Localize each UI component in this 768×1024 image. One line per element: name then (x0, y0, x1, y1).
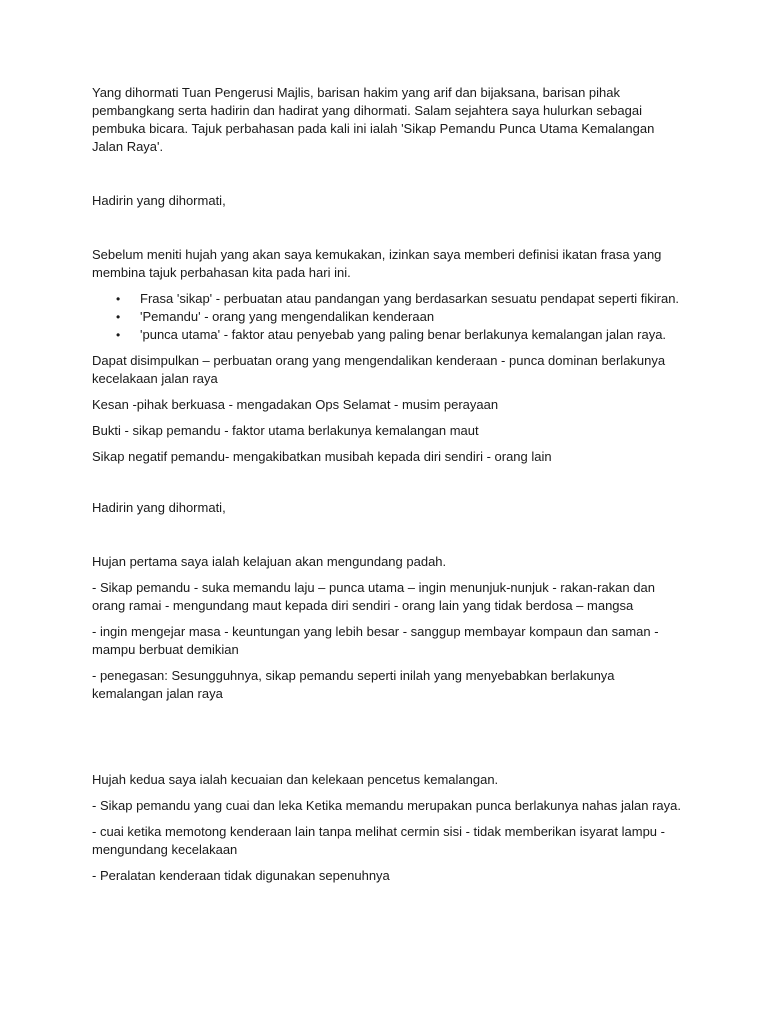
list-item-text: Frasa 'sikap' - perbuatan atau pandangan yang berdasarkan sesuatu pendapat seperti fikiran. (140, 291, 680, 306)
document-page (92, 84, 682, 885)
hujah1-point: - penegasan: Sesungguhnya, sikap pemandu seperti inilah yang menyebabkan berlakunya kemalangan jalan raya (92, 668, 615, 701)
definition-intro-paragraph: Sebelum meniti hujah yang akan saya kemukakan, izinkan saya memberi definisi ikatan frasa yang membina tajuk perbahasan kita pada hari ini. (92, 247, 662, 280)
hujah2-point: - cuai ketika memotong kenderaan lain tanpa melihat cermin sisi - tidak memberikan isyarat lampu - mengundang kecelakaan (92, 824, 665, 857)
bullet-icon: • (116, 328, 121, 342)
greeting-paragraph-1: Hadirin yang dihormati, (92, 193, 226, 208)
hujah2-point: - Peralatan kenderaan tidak digunakan sepenuhnya (92, 868, 390, 883)
sikap-negatif-paragraph: Sikap negatif pemandu- mengakibatkan musibah kepada diri sendiri - orang lain (92, 449, 552, 464)
bullet-icon: • (116, 292, 121, 306)
greeting-paragraph-2: Hadirin yang dihormati, (92, 500, 226, 515)
kesan-paragraph: Kesan -pihak berkuasa - mengadakan Ops Selamat - musim perayaan (92, 397, 499, 412)
hujah1-point: - Sikap pemandu - suka memandu laju – punca utama – ingin menunjuk-nunjuk - rakan-rakan dan orang ramai - mengundang maut kepada diri sendiri - orang lain yang tidak berdosa – mangsa (92, 580, 655, 613)
list-item-text: 'punca utama' - faktor atau penyebab yang paling benar berlakunya kemalangan jalan raya. (140, 327, 667, 342)
list-item (92, 326, 682, 344)
conclusion-paragraph: Dapat disimpulkan – perbuatan orang yang mengendalikan kenderaan - punca dominan berlakunya kecelakaan jalan raya (92, 353, 666, 386)
intro-paragraph: Yang dihormati Tuan Pengerusi Majlis, barisan hakim yang arif dan bijaksana, barisan pihak pembangkang serta hadirin dan hadirat yang dihormati. Salam sejahtera saya hulurkan sebagai pembuka bicara. Tajuk perbahasan pada kali ini ialah 'Sikap Pemandu Punca Utama Kemalangan Jalan Raya'. (92, 85, 655, 154)
hujah2-point: - Sikap pemandu yang cuai dan leka Ketika memandu merupakan punca berlakunya nahas jalan raya. (92, 798, 681, 813)
definition-list (92, 290, 682, 344)
hujah2-title: Hujah kedua saya ialah kecuaian dan kelekaan pencetus kemalangan. (92, 772, 499, 787)
hujah1-title: Hujan pertama saya ialah kelajuan akan mengundang padah. (92, 554, 447, 569)
list-item-text: 'Pemandu' - orang yang mengendalikan kenderaan (140, 309, 435, 324)
bukti-paragraph: Bukti - sikap pemandu - faktor utama berlakunya kemalangan maut (92, 423, 479, 438)
list-item (92, 290, 682, 308)
bullet-icon: • (116, 310, 121, 324)
list-item (92, 308, 682, 326)
hujah1-point: - ingin mengejar masa - keuntungan yang lebih besar - sanggup membayar kompaun dan saman - mampu berbuat demikian (92, 624, 659, 657)
